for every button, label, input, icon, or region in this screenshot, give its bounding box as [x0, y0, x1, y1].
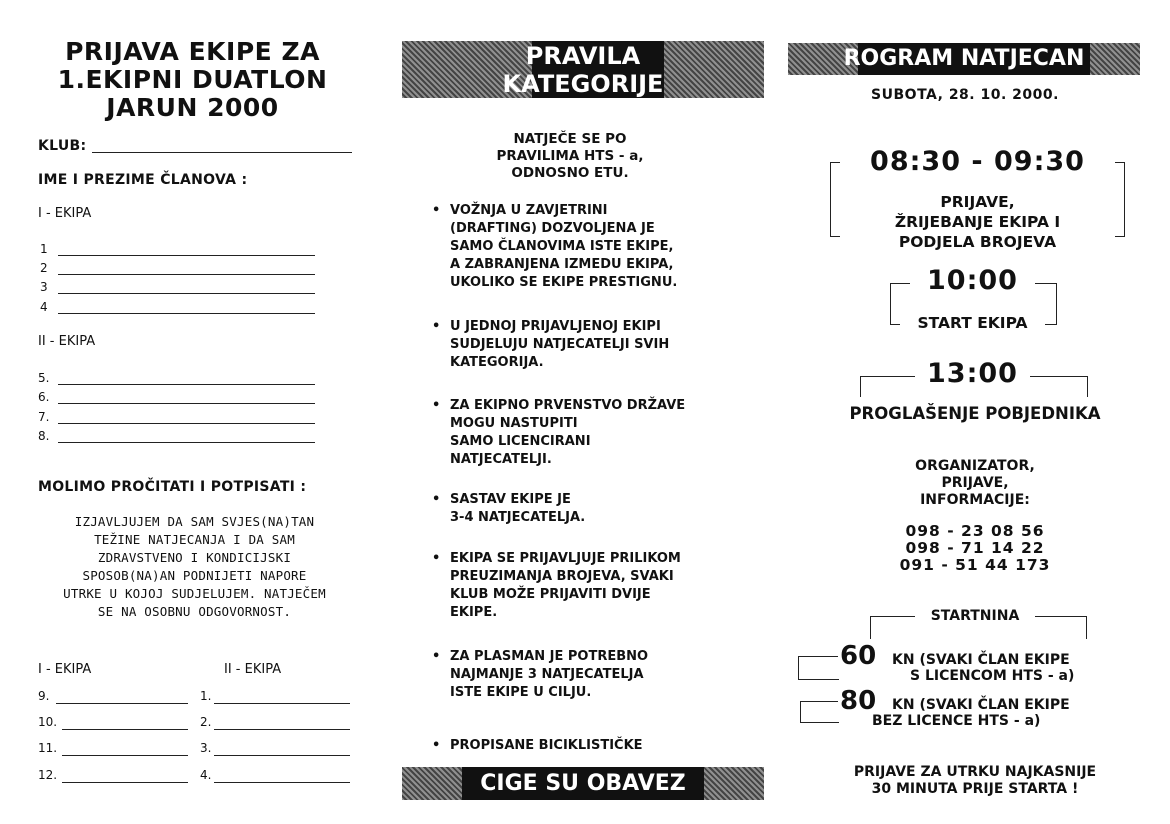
member-field[interactable] [58, 255, 315, 256]
rules-intro-line: NATJEČE SE PO [513, 131, 627, 147]
declaration-line: SE NA OSOBNU ODGOVORNOST. [97, 604, 292, 619]
rule-item [432, 550, 762, 622]
signature-field[interactable] [214, 782, 350, 783]
rule-line: PREUZIMANJA BROJEVA, SVAKI [450, 569, 674, 584]
member-field[interactable] [58, 293, 315, 294]
organizer-line: ORGANIZATOR, [915, 458, 1035, 474]
declaration-text [32, 513, 357, 621]
signature-field[interactable] [62, 755, 188, 756]
slot1-time: 08:30 - 09:30 [840, 146, 1115, 177]
team1-label: I - EKIPA [38, 206, 92, 221]
member-field[interactable] [58, 384, 315, 385]
rule-line: ISTE EKIPE U CILJU. [450, 685, 592, 700]
rules-intro [450, 131, 690, 182]
deadline-note [800, 764, 1150, 798]
declaration-line: SPOSOB(NA)AN PODNIJETI NAPORE [82, 568, 307, 583]
fee-label: STARTNINA [915, 606, 1035, 626]
signature-field[interactable] [214, 755, 350, 756]
sig-number: 4. [200, 768, 212, 782]
fee1-amount: 60 [840, 641, 877, 671]
slot3-event: PROGLAŠENJE POBJEDNIKA [810, 404, 1140, 424]
member-field[interactable] [58, 313, 315, 314]
rule-line: NATJECATELJI. [450, 452, 552, 467]
phone-number: 098 - 23 08 56 [905, 522, 1045, 540]
bullet-icon: • [432, 203, 441, 218]
fade-texture [704, 767, 764, 800]
signature-field[interactable] [56, 703, 188, 704]
rule-line: ZA PLASMAN JE POTREBNO [450, 649, 649, 664]
fee1-bracket [798, 656, 839, 680]
team2-number: 6. [38, 390, 50, 404]
team2-number: 7. [38, 410, 50, 424]
form-title-line3: JARUN 2000 [106, 93, 279, 122]
declaration-line: UTRKE U KOJOJ SUDJELUJEM. NATJEČEM [63, 586, 326, 601]
sig-number: 2. [200, 715, 212, 729]
rules-panel [390, 0, 775, 824]
team2-label: II - EKIPA [38, 334, 96, 349]
rule-line: 3-4 NATJECATELJA. [450, 510, 586, 525]
bullet-icon: • [432, 398, 441, 413]
event-date: SUBOTA, 28. 10. 2000. [871, 87, 1059, 103]
sig-number: 9. [38, 689, 50, 703]
slot1-event [840, 192, 1115, 252]
rule-item [432, 202, 762, 292]
declaration-line: IZJAVLJUJEM DA SAM SVJES(NA)TAN [74, 514, 315, 529]
rule-item [432, 648, 762, 702]
club-label: KLUB: [38, 138, 87, 154]
signature-field[interactable] [62, 729, 188, 730]
rules-header-line2: KATEGORIJE [502, 70, 664, 98]
sig-team1-label: I - EKIPA [38, 662, 92, 677]
rule-line: NAJMANJE 3 NATJECATELJA [450, 667, 644, 682]
signature-field[interactable] [214, 703, 350, 704]
team2-number: 5. [38, 371, 50, 385]
rule-line: SASTAV EKIPE JE [450, 492, 571, 507]
rule-line: VOŽNJA U ZAVJETRINI [450, 203, 608, 218]
program-panel [780, 0, 1170, 824]
fade-texture [1090, 43, 1140, 75]
club-field[interactable] [92, 152, 352, 153]
registration-form-panel [0, 0, 385, 824]
member-field[interactable] [58, 423, 315, 424]
deadline-line: 30 MINUTA PRIJE STARTA ! [871, 781, 1079, 797]
form-title-line1: PRIJAVA EKIPE ZA [65, 37, 320, 66]
rule-line: SAMO ČLANOVIMA ISTE EKIPE, [450, 239, 674, 254]
fee2-amount: 80 [840, 686, 877, 716]
sign-label: MOLIMO PROČITATI I POTPISATI : [38, 479, 307, 495]
fee1-text-line2: S LICENCOM HTS - a) [910, 668, 1075, 684]
sig-number: 12. [38, 768, 58, 782]
rule-line: ZA EKIPNO PRVENSTVO DRŽAVE [450, 398, 686, 413]
signature-field[interactable] [214, 729, 350, 730]
slot1-event-line: PODJELA BROJEVA [898, 233, 1057, 251]
bullet-icon: • [432, 492, 441, 507]
form-title [20, 38, 365, 122]
sig-number: 11. [38, 741, 58, 755]
rules-footer-bar [402, 767, 764, 800]
rule-line: UKOLIKO SE EKIPE PRESTIGNU. [450, 275, 678, 290]
sig-number: 10. [38, 715, 58, 729]
fee2-bracket [800, 701, 839, 723]
sig-team2-label: II - EKIPA [224, 662, 282, 677]
rule-line: U JEDNOJ PRIJAVLJENOJ EKIPI [450, 319, 661, 334]
fee1-text-line1: KN (SVAKI ČLAN EKIPE [892, 652, 1070, 668]
slot2-event: START EKIPA [900, 313, 1045, 333]
rules-intro-line: PRAVILIMA HTS - a, [496, 148, 644, 164]
slot1-event-line: ŽRIJEBANJE EKIPA I [894, 213, 1061, 231]
phone-number: 091 - 51 44 173 [899, 556, 1051, 574]
fee2-text-line1: KN (SVAKI ČLAN EKIPE [892, 697, 1070, 713]
bullet-icon: • [432, 649, 441, 664]
deadline-line: PRIJAVE ZA UTRKU NAJKASNIJE [853, 764, 1097, 780]
declaration-line: TEŽINE NATJECANJA I DA SAM [94, 532, 295, 547]
rule-line: SAMO LICENCIRANI [450, 434, 591, 449]
rule-line: (DRAFTING) DOZVOLJENA JE [450, 221, 655, 236]
slot2-time: 10:00 [910, 265, 1035, 296]
member-field[interactable] [58, 442, 315, 443]
phone-list [860, 523, 1090, 574]
rule-line: EKIPE. [450, 605, 498, 620]
team1-number: 1 [40, 242, 48, 256]
bullet-icon: • [432, 319, 441, 334]
organizer-info [860, 458, 1090, 509]
member-field[interactable] [58, 274, 315, 275]
form-title-line2: 1.EKIPNI DUATLON [57, 65, 328, 94]
team1-number: 4 [40, 300, 48, 314]
fade-texture [402, 767, 462, 800]
signature-field[interactable] [62, 782, 188, 783]
rule-line: EKIPA SE PRIJAVLJUJE PRILIKOM [450, 551, 681, 566]
slot1-event-line: PRIJAVE, [940, 193, 1015, 211]
team1-number: 2 [40, 261, 48, 275]
team2-number: 8. [38, 429, 50, 443]
phone-number: 098 - 71 14 22 [905, 539, 1045, 557]
organizer-line: INFORMACIJE: [920, 492, 1030, 508]
rule-line: SUDJELUJU NATJECATELJI SVIH [450, 337, 670, 352]
sig-number: 3. [200, 741, 212, 755]
rules-header-line1: PRAVILA [525, 42, 641, 70]
program-header-bar [788, 43, 1140, 75]
rule-item [432, 397, 762, 469]
rule-line: PROPISANE BICIKLISTIČKE [450, 738, 643, 753]
rule-item [432, 737, 762, 755]
team1-number: 3 [40, 280, 48, 294]
rule-line: A ZABRANJENA IZMEDU EKIPA, [450, 257, 674, 272]
declaration-line: ZDRAVSTVENO I KONDICIJSKI [97, 550, 292, 565]
rule-item [432, 491, 762, 527]
rule-line: KATEGORIJA. [450, 355, 544, 370]
bullet-icon: • [432, 738, 441, 753]
bullet-icon: • [432, 551, 441, 566]
slot3-time: 13:00 [915, 358, 1030, 389]
program-header-text: ROGRAM NATJECAN [843, 46, 1085, 71]
rules-header-bar [402, 41, 764, 98]
fee2-text-line2: BEZ LICENCE HTS - a) [872, 713, 1041, 729]
member-field[interactable] [58, 403, 315, 404]
rule-line: MOGU NASTUPITI [450, 416, 578, 431]
organizer-line: PRIJAVE, [941, 475, 1009, 491]
rule-line: KLUB MOŽE PRIJAVITI DVIJE [450, 587, 651, 602]
rules-footer-text: CIGE SU OBAVEZ [480, 771, 686, 796]
rule-item [432, 318, 762, 372]
rules-intro-line: ODNOSNO ETU. [511, 165, 629, 181]
members-label: IME I PREZIME ČLANOVA : [38, 172, 248, 188]
sig-number: 1. [200, 689, 212, 703]
